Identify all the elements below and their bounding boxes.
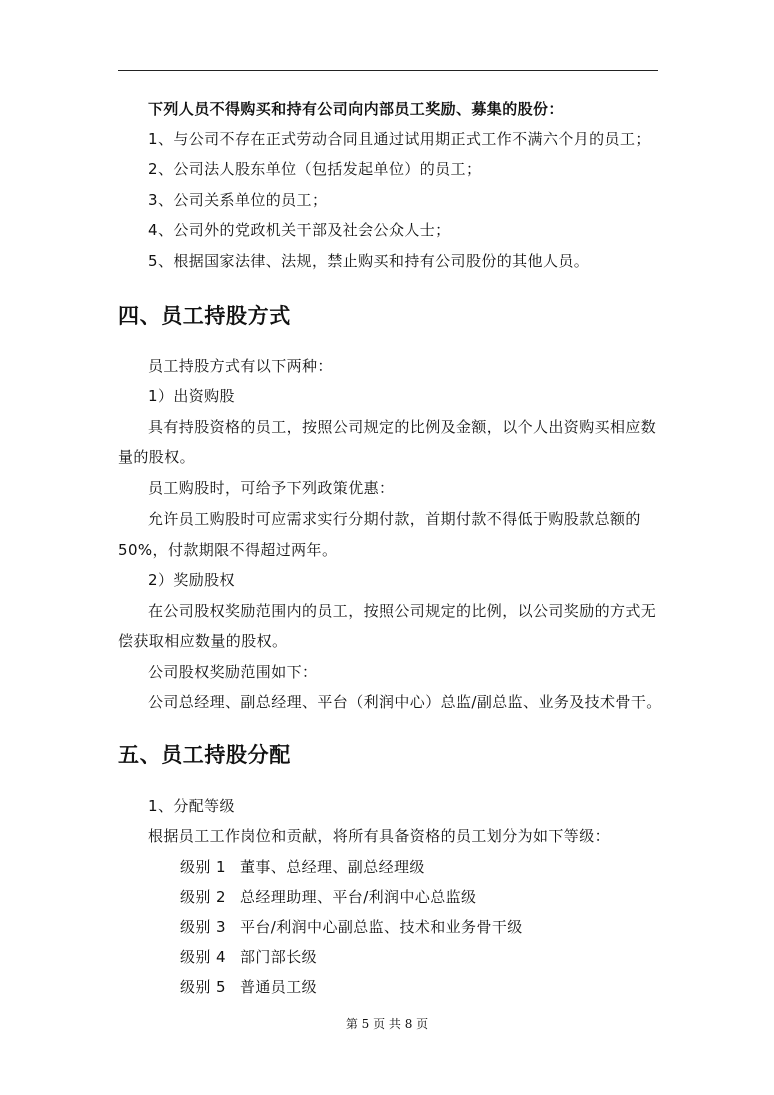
restriction-item-2: 2、公司法人股东单位（包括发起单位）的员工； bbox=[148, 160, 482, 178]
section4-intro: 员工持股方式有以下两种： bbox=[148, 357, 333, 375]
level-label: 级别 4 bbox=[180, 948, 226, 966]
page-number-footer: 第 5 页 共 8 页 bbox=[345, 1017, 429, 1031]
level-row bbox=[180, 887, 476, 907]
section4-sub2-para-line2: 偿获取相应数量的股权。 bbox=[118, 632, 288, 650]
restriction-item-4: 4、公司外的党政机关干部及社会公众人士； bbox=[148, 221, 451, 239]
level-row bbox=[180, 977, 317, 997]
level-desc: 部门部长级 bbox=[240, 948, 318, 966]
section4-heading: 四、员工持股方式 bbox=[118, 304, 291, 328]
level-desc: 平台/利润中心副总监、技术和业务骨干级 bbox=[240, 918, 523, 936]
level-desc: 普通员工级 bbox=[240, 978, 318, 996]
restriction-item-3: 3、公司关系单位的员工； bbox=[148, 191, 328, 209]
restriction-item-1: 1、与公司不存在正式劳动合同且通过试用期正式工作不满六个月的员工； bbox=[148, 130, 651, 148]
level-row bbox=[180, 857, 425, 877]
section4-sub1-para-line1: 具有持股资格的员工，按照公司规定的比例及金额，以个人出资购买相应数 bbox=[148, 418, 657, 436]
section4-sub2-para-line1: 在公司股权奖励范围内的员工，按照公司规定的比例，以公司奖励的方式无 bbox=[148, 602, 657, 620]
level-label: 级别 1 bbox=[180, 858, 226, 876]
section5-intro: 根据员工工作岗位和贡献，将所有具备资格的员工划分为如下等级： bbox=[148, 827, 611, 845]
section4-sub2-scope: 公司总经理、副总经理、平台（利润中心）总监/副总监、业务及技术骨干。 bbox=[148, 693, 662, 711]
section4-sub2-scope-title: 公司股权奖励范围如下： bbox=[148, 663, 318, 681]
section5-heading: 五、员工持股分配 bbox=[118, 743, 291, 767]
section4-sub2-title: 2）奖励股权 bbox=[148, 571, 235, 589]
section4-sub1-policy-line2: 50%，付款期限不得超过两年。 bbox=[118, 541, 338, 559]
section4-sub1-policy-line1: 允许员工购股时可应需求实行分期付款，首期付款不得低于购股款总额的 bbox=[148, 510, 641, 528]
restriction-item-5: 5、根据国家法律、法规，禁止购买和持有公司股份的其他人员。 bbox=[148, 252, 590, 270]
level-row bbox=[180, 917, 523, 937]
section4-sub1-title: 1）出资购股 bbox=[148, 387, 235, 405]
section5-sub1-title: 1、分配等级 bbox=[148, 797, 235, 815]
level-desc: 董事、总经理、副总经理级 bbox=[240, 858, 425, 876]
level-label: 级别 5 bbox=[180, 978, 226, 996]
level-label: 级别 3 bbox=[180, 918, 226, 936]
header-rule bbox=[118, 70, 658, 71]
section4-sub1-para-line2: 量的股权。 bbox=[118, 448, 196, 466]
level-row bbox=[180, 947, 317, 967]
restrictions-intro: 下列人员不得购买和持有公司向内部员工奖励、募集的股份： bbox=[148, 100, 564, 118]
section4-sub1-policy: 员工购股时，可给予下列政策优惠： bbox=[148, 479, 395, 497]
level-label: 级别 2 bbox=[180, 888, 226, 906]
level-desc: 总经理助理、平台/利润中心总监级 bbox=[240, 888, 477, 906]
